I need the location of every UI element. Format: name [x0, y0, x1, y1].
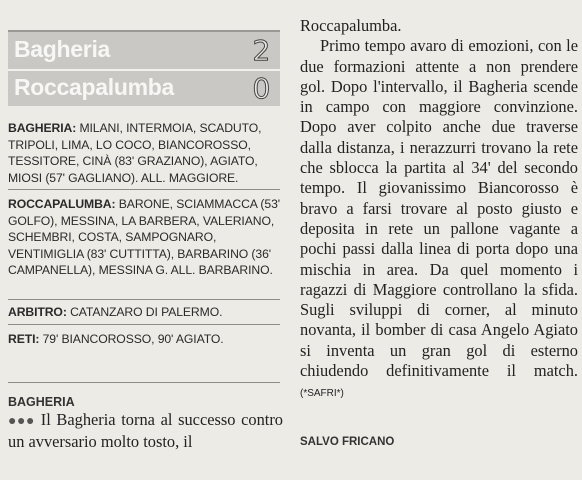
home-team-row — [8, 34, 280, 68]
away-team-row — [8, 72, 280, 106]
goals-label: RETI: — [8, 332, 40, 346]
home-team-score: 2 — [252, 34, 270, 67]
goals-info — [8, 331, 280, 348]
article-first-line: Roccapalumba. — [300, 16, 402, 35]
divider-rule — [8, 189, 280, 190]
home-lineup — [8, 120, 280, 186]
referee-text: CATANZARO DI PALERMO. — [66, 305, 223, 319]
away-team-score: 0 — [252, 72, 270, 105]
article-paragraph-text: Primo tempo avaro di emozioni, con le due formazioni attente a non prendere gol. Dopo l'intervallo, il Bagheria scende in campo con maggiore convinzione. Dopo aver colpito anche due traverse dalla distanza, i nerazzurri trovano la rete che sblocca la partita al 34' del secondo tempo. Il giovanissimo Biancorosso è bravo a farsi trovare al posto giusto e deposita in rete un pallone vagante a pochi passi dalla linea di porta dopo una mischia in area. Da quel momento i ragazzi di Maggiore controllano la sfida. Sugli sviluppi di corner, al minuto novanta, il bomber di casa Angelo Agiato si inventa un gran gol di esterno chiudendo definitivamente il match. — [300, 36, 578, 381]
article-paragraph — [300, 36, 578, 404]
author-byline: SALVO FRICANO — [300, 436, 395, 448]
article-body — [300, 16, 578, 405]
home-team-name: Bagheria — [14, 36, 111, 62]
story-heading: BAGHERIA — [8, 395, 75, 409]
home-lineup-label: BAGHERIA: — [8, 121, 77, 135]
referee-label: ARBITRO: — [8, 305, 67, 319]
story-lead-body: Il Bagheria torna al successo contro un avversario molto tosto, il — [8, 410, 283, 451]
away-lineup — [8, 196, 280, 279]
away-lineup-label: ROCCAPALUMBA: — [8, 197, 116, 211]
scoreboard — [8, 30, 280, 106]
away-lineup-text: BARONE, SCIAMMACCA (53' GOLFO), MESSINA, LA BARBERA, VALERIANO, SCHEMBRI, COSTA, SAMPOGNARO, VENTIMIGLIA (83' CUTTITTA), BARBARINO (36' CAMPANELLA), MESSINA G. ALL. BARBARINO. — [8, 197, 280, 277]
home-lineup-text: MILANI, INTERMOIA, SCADUTO, TRIPOLI, LIMA, LO COCO, BIANCOROSSO, TESSITORE, CINÀ (83' GRAZIANO), AGIATO, MIOSI (57' GAGLIANO). ALL. MAGGIORE. — [8, 121, 262, 185]
divider-rule — [8, 299, 280, 300]
divider-rule — [8, 382, 280, 383]
left-column — [0, 0, 285, 480]
goals-text: 79' BIANCOROSSO, 90' AGIATO. — [39, 332, 224, 346]
story-lead-text — [8, 410, 283, 452]
article-credit: (*SAFRI*) — [300, 388, 344, 400]
bullet-dots: ●●● — [8, 414, 36, 429]
right-column — [292, 0, 582, 480]
referee-info — [8, 304, 280, 321]
away-team-name: Roccapalumba — [14, 74, 175, 100]
scoreboard-divider — [8, 69, 280, 71]
divider-rule — [8, 324, 280, 325]
